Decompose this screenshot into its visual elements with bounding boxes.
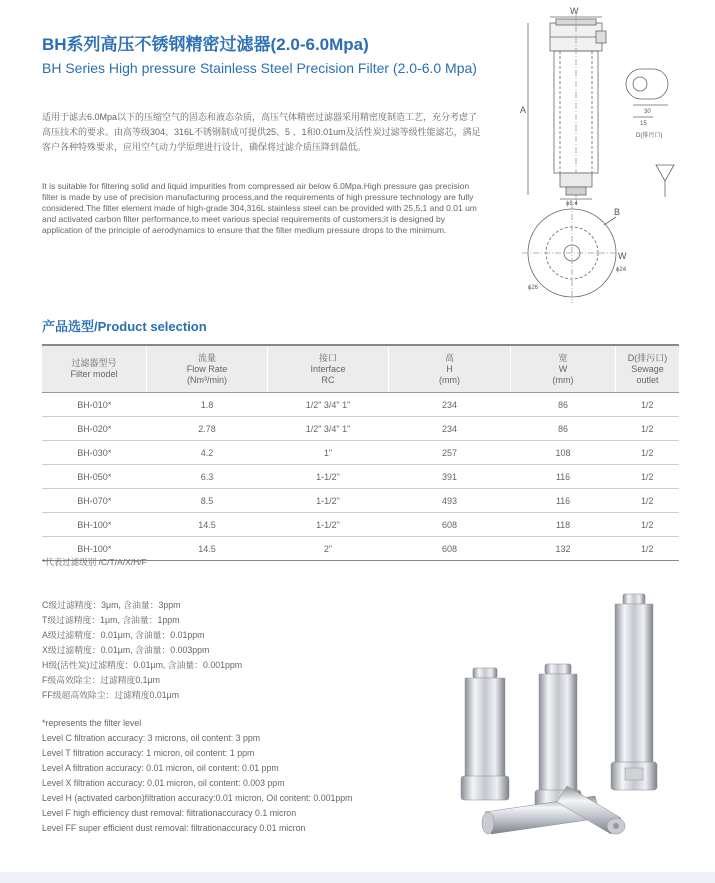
- table-body: [42, 393, 679, 561]
- table-cell: BH-050*: [42, 465, 147, 489]
- table-cell: 2": [268, 537, 389, 561]
- grade-line: Level A filtration accuracy: 0.01 micron, oil content: 0.01 ppm: [42, 763, 279, 773]
- table-cell: 1-1/2": [268, 513, 389, 537]
- table-row: [42, 513, 679, 537]
- table-cell: 1/2: [616, 465, 680, 489]
- intro-paragraph-en: It is suitable for filtering solid and liquid impurities from compressed air below 6.0Mpa.High pressure gas precision filter is made by use of precision manufacturing process,and the requirements of high pressure technology are fully considered.The filter element made of high-grade 304,316L stainless steel can be provided with 25,5,1 and 0.01 um and activated carbon filter performance,to meet various special requirements of customers;it is designed by application of the principle of aerodynamics to ensure that the filter medium pressure drops to the minimum.: [42, 181, 477, 235]
- table-cell: 1": [268, 441, 389, 465]
- table-cell: 1/2: [616, 513, 680, 537]
- table-cell: BH-100*: [42, 537, 147, 561]
- grade-line: Level F high efficiency dust removal: filtrationaccuracy 0.1 micron: [42, 808, 297, 818]
- header-en: W: [558, 363, 568, 374]
- drawing-label-w2: W: [618, 251, 627, 261]
- table-cell: BH-010*: [42, 393, 147, 417]
- table-cell: 608: [389, 537, 511, 561]
- footer-band: [0, 872, 715, 883]
- table-cell: 1/2: [616, 489, 680, 513]
- page-title-cn: BH系列高压不锈钢精密过滤器(2.0-6.0Mpa): [42, 35, 369, 54]
- grade-line: A级过滤精度：0.01μm, 含油量：0.01ppm: [42, 630, 205, 640]
- header-en: H: [446, 363, 453, 374]
- header-unit: RC: [321, 374, 335, 385]
- grade-list-cn: [42, 598, 242, 703]
- header-unit: (mm): [552, 374, 574, 385]
- table-cell: 493: [389, 489, 511, 513]
- intro-paragraph-cn: 适用于滤去6.0Mpa以下的压缩空气的固态和液态杂质，高压气体精密过滤器采用精密度制造工艺，充分考虑了高压技术的要求。由高等级304、316L不锈钢制成可提供25、5 、1和0.01um及活性炭过滤等级性能滤芯，满足客户各种特殊要求，应用空气动力学原理进行设计，确保将过滤介质压降到最低。: [42, 112, 481, 152]
- drawing-label-a: A: [520, 105, 527, 115]
- filter-tall: [611, 594, 657, 790]
- col-header-sewage: [616, 345, 680, 393]
- table-cell: 234: [389, 417, 511, 441]
- header-cn: D(排污口): [627, 352, 668, 363]
- filter-short: [461, 668, 509, 800]
- drawing-label-w: W: [570, 6, 579, 16]
- table-cell: 1/2: [616, 537, 680, 561]
- grade-line: *represents the filter level: [42, 718, 142, 728]
- header-cn: 流量: [197, 352, 216, 363]
- col-header-flow: [147, 345, 268, 393]
- grade-line: Level FF super efficient dust removal: filtrationaccuracy 0.01 micron: [42, 823, 306, 833]
- section-title-selection: 产品选型/Product selection: [42, 319, 207, 334]
- table-cell: 257: [389, 441, 511, 465]
- table-cell: 6.3: [147, 465, 268, 489]
- grade-line: Level H (activated carbon)filtration accuracy:0.01 micron, Oil content: 0.001ppm: [42, 793, 353, 803]
- grade-line: C级过滤精度：3μm, 含油量：3ppm: [42, 600, 181, 610]
- col-header-interface: [268, 345, 389, 393]
- table-cell: 86: [511, 417, 616, 441]
- grade-line: Level X filtration accuracy: 0.01 micron, oil content: 0.003 ppm: [42, 778, 285, 788]
- table-cell: 4.2: [147, 441, 268, 465]
- grade-line: F级高效除尘：过滤精度0.1μm: [42, 675, 160, 685]
- grade-line: T级过滤精度：1μm, 含油量：1ppm: [42, 615, 180, 625]
- table-cell: 108: [511, 441, 616, 465]
- drawing-caption-d: D(排污口): [636, 133, 663, 139]
- header-unit: (Nm³/min): [187, 374, 227, 385]
- drawing-label-phi26: ϕ26: [528, 285, 539, 291]
- product-selection-table: [42, 344, 679, 561]
- table-cell: 1/2: [616, 417, 680, 441]
- table-cell: BH-020*: [42, 417, 147, 441]
- table-cell: 1/2" 3/4" 1": [268, 417, 389, 441]
- table-cell: 132: [511, 537, 616, 561]
- header-en: Flow Rate: [186, 363, 228, 374]
- table-header-row: [42, 345, 679, 393]
- header-cn: 高: [444, 352, 454, 363]
- table-cell: 1/2: [616, 441, 680, 465]
- header-en: Interface: [310, 363, 346, 374]
- table-cell: BH-030*: [42, 441, 147, 465]
- table-cell: 1.8: [147, 393, 268, 417]
- table-row: [42, 489, 679, 513]
- grade-line: Level T filtration accuracy: 1 micron, oil content: 1 ppm: [42, 748, 255, 758]
- drawing-label-phi8: ϕ8.4: [566, 201, 578, 207]
- product-photo: [455, 590, 705, 850]
- table-cell: 391: [389, 465, 511, 489]
- grade-line: X级过滤精度：0.01μm, 含油量：0.003ppm: [42, 645, 210, 655]
- table-cell: 118: [511, 513, 616, 537]
- table-cell: 116: [511, 489, 616, 513]
- header-unit: (mm): [439, 374, 460, 385]
- grade-line: H级(活性炭)过滤精度：0.01μm, 含油量：0.001ppm: [42, 660, 243, 670]
- drawing-label-b: B: [614, 207, 621, 217]
- table-cell: 86: [511, 393, 616, 417]
- table-row: [42, 441, 679, 465]
- grade-line: Level C filtration accuracy: 3 microns, oil content: 3 ppm: [42, 733, 261, 743]
- grade-line: FF级超高效除尘：过滤精度0.01μm: [42, 690, 180, 700]
- table-row: [42, 393, 679, 417]
- table-cell: 8.5: [147, 489, 268, 513]
- table-row: [42, 465, 679, 489]
- table-cell: 608: [389, 513, 511, 537]
- drawing-label-phi24: ϕ24: [616, 267, 627, 273]
- table-row: [42, 417, 679, 441]
- table-cell: 14.5: [147, 513, 268, 537]
- grade-list-en: [42, 716, 353, 836]
- table-cell: 1-1/2": [268, 465, 389, 489]
- table-cell: 116: [511, 465, 616, 489]
- drawing-label-dim30: 30: [644, 109, 651, 115]
- header-en: Filter model: [70, 369, 118, 379]
- table-cell: 1/2: [616, 393, 680, 417]
- table-cell: 1/2" 3/4" 1": [268, 393, 389, 417]
- col-header-width: [511, 345, 616, 393]
- col-header-height: [389, 345, 511, 393]
- table-footnote: *代表过滤级别 /C/T/A/X/H/F: [42, 557, 147, 567]
- table-cell: 1-1/2": [268, 489, 389, 513]
- col-header-model: [42, 345, 147, 393]
- table-cell: 234: [389, 393, 511, 417]
- technical-drawing: [508, 5, 708, 305]
- header-en: Sewage outlet: [631, 363, 664, 385]
- table-cell: 14.5: [147, 537, 268, 561]
- table-cell: BH-100*: [42, 513, 147, 537]
- table-cell: 2.78: [147, 417, 268, 441]
- drawing-label-dim15: 15: [640, 121, 647, 127]
- page-title-en: BH Series High pressure Stainless Steel Precision Filter (2.0-6.0 Mpa): [42, 60, 477, 76]
- table-cell: BH-070*: [42, 489, 147, 513]
- header-cn: 接口: [318, 352, 337, 363]
- header-cn: 宽: [558, 352, 568, 363]
- header-cn: 过滤器型号: [71, 358, 117, 368]
